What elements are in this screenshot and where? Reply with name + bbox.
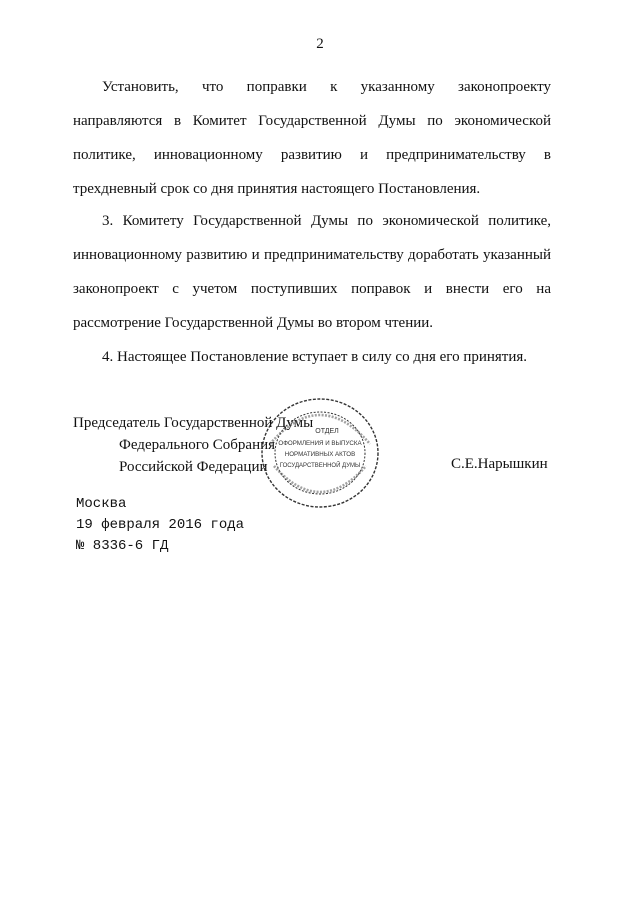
paragraph-line: политике, инновационному развитию и предпринимательству в xyxy=(73,147,551,163)
paragraph-line: 3. Комитету Государственной Думы по экономической политике, xyxy=(102,213,551,229)
stamp-text-line: ГОСУДАРСТВЕННОЙ ДУМЫ xyxy=(279,463,361,469)
footer-number: № 8336-6 ГД xyxy=(76,538,169,554)
paragraph-item-4 xyxy=(73,340,551,374)
official-stamp xyxy=(256,394,384,512)
paragraph-amendments-routing xyxy=(73,70,551,206)
stamp-text-line: ОТДЕЛ xyxy=(315,428,339,435)
paragraph-line: законопроект с учетом поступивших поправок и внести его на xyxy=(73,281,551,297)
footer-date: 19 февраля 2016 года xyxy=(76,517,245,533)
paragraph-line: 4. Настоящее Постановление вступает в силу со дня его принятия. xyxy=(102,349,528,365)
footer-city: Москва xyxy=(76,496,127,512)
stamp-text-line: ОФОРМЛЕНИЯ И ВЫПУСКА xyxy=(278,440,362,447)
signer-title-line: Федерального Собрания xyxy=(119,437,276,453)
paragraph-line: инновационному развитию и предпринимательству доработать указанный xyxy=(73,247,551,263)
paragraph-item-3 xyxy=(73,204,551,340)
signer-title-line: Российской Федерации xyxy=(119,459,268,475)
paragraph-line: трехдневный срок со дня принятия настоящего Постановления. xyxy=(73,181,481,197)
stamp-rim-text-bottom xyxy=(274,466,366,492)
paragraph-line: Установить, что поправки к указанному законопроекту xyxy=(102,79,551,95)
document-footer xyxy=(76,494,244,557)
stamp-text-line: НОРМАТИВНЫХ АКТОВ xyxy=(284,451,356,458)
paragraph-line: рассмотрение Государственной Думы во втором чтении. xyxy=(73,315,434,331)
page-number: 2 xyxy=(316,36,324,52)
paragraph-line: направляются в Комитет Государственной Думы по экономической xyxy=(73,113,551,129)
signer-title-line: Председатель Государственной Думы xyxy=(73,415,314,431)
signer-name: С.Е.Нарышкин xyxy=(451,456,548,472)
